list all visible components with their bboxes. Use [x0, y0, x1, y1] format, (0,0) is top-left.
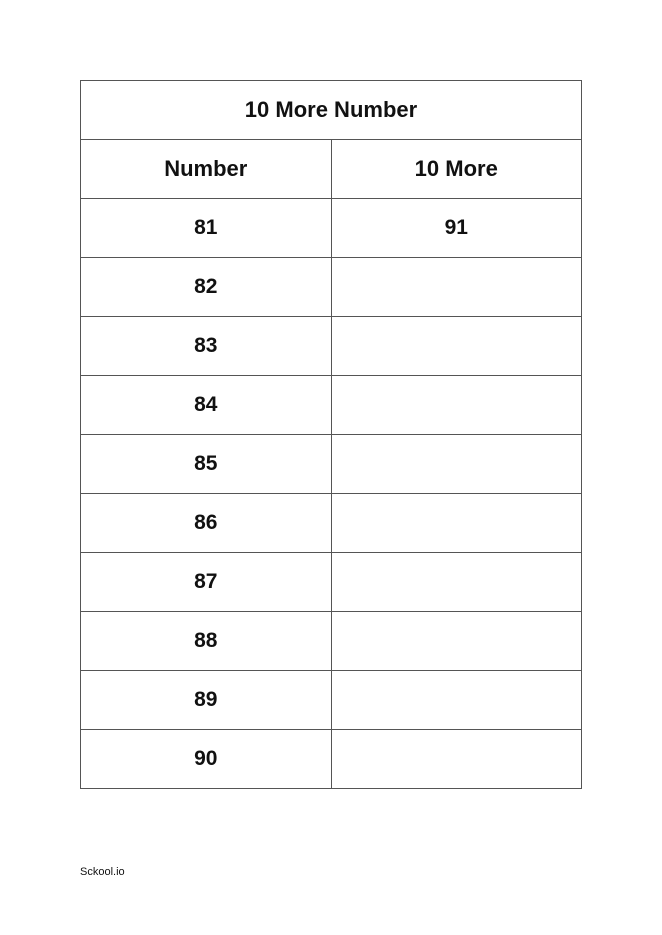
table-row — [81, 199, 582, 258]
column-header-ten-more: 10 More — [331, 140, 582, 199]
number-cell: 82 — [81, 258, 332, 317]
ten-more-cell[interactable] — [331, 553, 582, 612]
number-cell: 90 — [81, 730, 332, 789]
number-cell: 88 — [81, 612, 332, 671]
table-row — [81, 671, 582, 730]
table-row — [81, 494, 582, 553]
ten-more-cell[interactable]: 91 — [331, 199, 582, 258]
table-row — [81, 730, 582, 789]
table-row — [81, 317, 582, 376]
ten-more-cell[interactable] — [331, 671, 582, 730]
table-row — [81, 376, 582, 435]
number-cell: 81 — [81, 199, 332, 258]
ten-more-cell[interactable] — [331, 258, 582, 317]
ten-more-cell[interactable] — [331, 317, 582, 376]
number-cell: 85 — [81, 435, 332, 494]
table-title: 10 More Number — [81, 81, 582, 140]
number-cell: 83 — [81, 317, 332, 376]
number-cell: 86 — [81, 494, 332, 553]
number-cell: 89 — [81, 671, 332, 730]
table-row — [81, 435, 582, 494]
table-row — [81, 553, 582, 612]
ten-more-cell[interactable] — [331, 730, 582, 789]
table-row — [81, 258, 582, 317]
number-cell: 87 — [81, 553, 332, 612]
ten-more-table — [80, 80, 582, 789]
column-header-number: Number — [81, 140, 332, 199]
table-row — [81, 612, 582, 671]
ten-more-cell[interactable] — [331, 376, 582, 435]
ten-more-cell[interactable] — [331, 494, 582, 553]
footer-brand: Sckool.io — [80, 866, 125, 878]
ten-more-cell[interactable] — [331, 435, 582, 494]
table-header-row — [81, 140, 582, 199]
number-cell: 84 — [81, 376, 332, 435]
table-title-row — [81, 81, 582, 140]
ten-more-cell[interactable] — [331, 612, 582, 671]
